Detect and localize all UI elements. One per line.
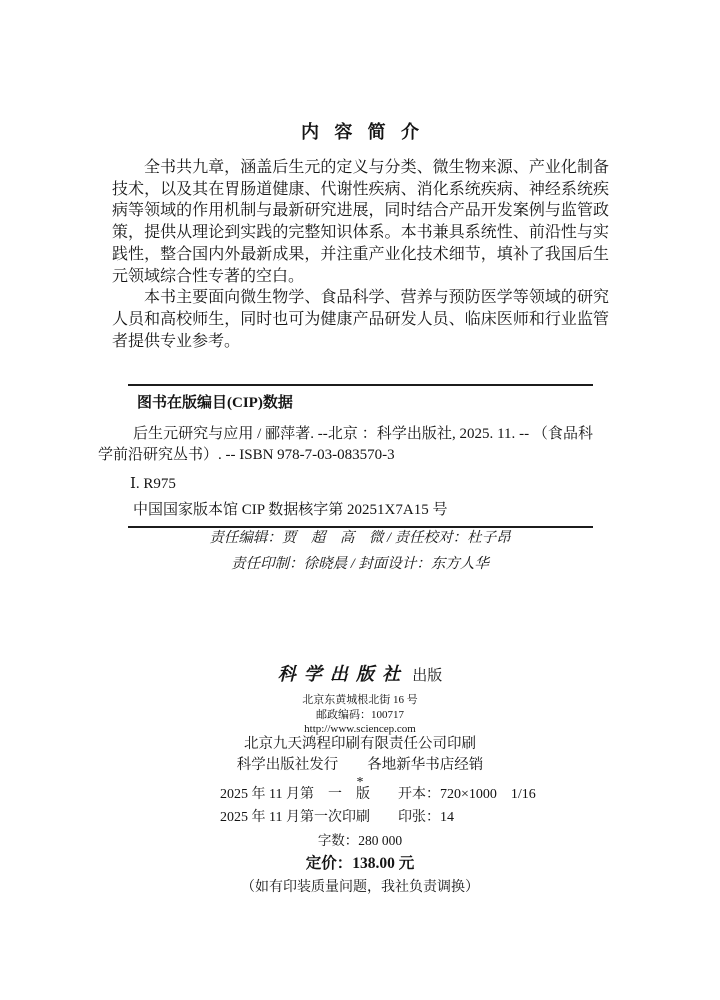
printer-line: 北京九天鸿程印刷有限责任公司印刷 — [244, 736, 476, 752]
asterisk-separator: * — [356, 775, 364, 790]
quality-note-line: （如有印装质量问题，我社负责调换） — [241, 880, 479, 895]
distributor-line: 科学出版社发行 各地新华书店经销 — [236, 756, 484, 773]
cip-heading: 图书在版编目(CIP)数据 — [137, 395, 293, 411]
publisher-logo-text: 科学出版社 — [277, 664, 409, 684]
edition-block — [0, 783, 720, 900]
intro-section — [112, 157, 609, 352]
publisher-website: http://www.sciencep.com — [304, 723, 416, 735]
edition-line-2: 2025 年 11 月第一次印刷 印张：14 — [220, 810, 454, 825]
page-title: 内容简介 — [301, 122, 435, 142]
intro-paragraph-2: 本书主要面向微生物学、食品科学、营养与预防医学等领域的研究人员和高校师生，同时也可为健康产品研发人员、临床医师和行业监管者提供专业参考。 — [112, 289, 609, 350]
edition-line-1: 2025 年 11 月第 一 版 开本：720×1000 1/16 — [220, 787, 536, 802]
printing-block — [0, 734, 720, 790]
cip-block — [0, 384, 720, 528]
publisher-postcode: 邮政编码：100717 — [316, 708, 404, 721]
publisher-address: 北京东黄城根北街 16 号 — [302, 694, 418, 706]
intro-paragraph-1: 全书共九章，涵盖后生元的定义与分类、微生物来源、产业化制备技术，以及其在胃肠道健康、代谢性疾病、消化系统疾病、神经系统疾病等领域的作用机制与最新研究进展，同时结合产品开发案例与监管政策，提供从理论到实践的完整知识体系。本书兼具系统性、前沿性与实践性，整合国内外最新成果，并注重产业化技术细节，填补了我国后生元领域综合性专著的空白。 — [112, 159, 609, 285]
cip-entry: 后生元研究与应用 / 郦萍著. --北京 ：科学出版社, 2025. 11. -- （食品科学前沿研究丛书）. -- ISBN 978-7-03-083570-3 — [98, 426, 593, 463]
credit-editors-line: 责任编辑：贾 超 高 微 / 责任校对：杜子昂 — [209, 530, 511, 546]
publisher-block — [0, 662, 720, 737]
publisher-imprint-suffix: 出版 — [412, 668, 443, 684]
cip-record-number: 中国国家版本馆 CIP 数据核字第 20251X7A15 号 — [133, 502, 448, 518]
price-line: 定价：138.00 元 — [305, 855, 415, 872]
cip-divider-bottom — [128, 526, 593, 528]
cip-divider-top — [128, 384, 593, 386]
word-count-line: 字数：280 000 — [317, 833, 403, 848]
cip-classification: Ⅰ. R975 — [130, 476, 176, 492]
credit-printing-design-line: 责任印制：徐晓晨 / 封面设计：东方人华 — [231, 556, 489, 572]
publisher-imprint — [0, 662, 720, 688]
staff-credits — [0, 529, 720, 574]
